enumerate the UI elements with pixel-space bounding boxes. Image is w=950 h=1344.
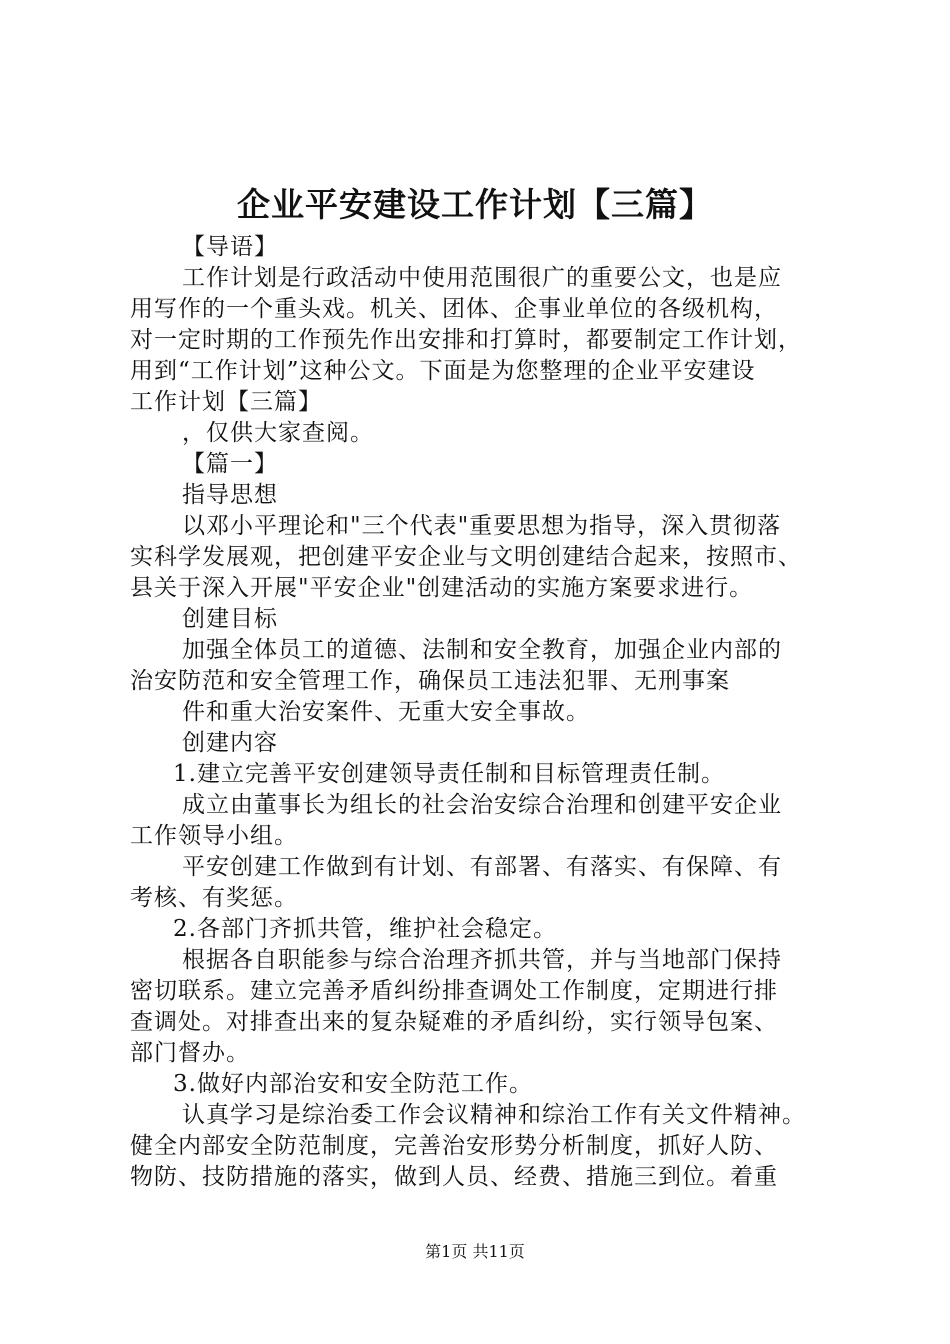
body-text-line: 用写作的一个重头戏。机关、团体、企事业单位的各级机构， [130, 296, 778, 322]
body-text-line: 3.做好内部治安和安全防范工作。 [173, 1071, 533, 1097]
body-text-line: 对一定时期的工作预先作出安排和打算时，都要制定工作计划， [130, 327, 802, 353]
body-text-line: 认真学习是综治委工作会议精神和综治工作有关文件精神。 [182, 1102, 806, 1128]
body-text-line: 县关于深入开展"平安企业"创建活动的实施方案要求进行。 [130, 575, 754, 601]
body-text-line: 实科学发展观，把创建平安企业与文明创建结合起来，按照市、 [130, 544, 802, 570]
body-text-line: 治安防范和安全管理工作，确保员工违法犯罪、无刑事案 [130, 668, 730, 694]
body-text-line: 2.各部门齐抓共管，维护社会稳定。 [173, 916, 557, 942]
body-text-line: 密切联系。建立完善矛盾纠纷排查调处工作制度，定期进行排 [130, 978, 778, 1004]
body-text-line: ，仅供大家查阅。 [182, 420, 374, 446]
body-text-line: 创建目标 [182, 606, 278, 632]
document-body [130, 232, 835, 1193]
body-text-line: 平安创建工作做到有计划、有部署、有落实、有保障、有 [182, 854, 782, 880]
body-text-line: 物防、技防措施的落实，做到人员、经费、措施三到位。着重 [130, 1164, 778, 1190]
body-text-line: 考核、有奖惩。 [130, 885, 298, 911]
body-text-line: 指导思想 [182, 482, 278, 508]
body-text-line: 【导语】 [182, 234, 278, 260]
body-text-line: 加强全体员工的道德、法制和安全教育，加强企业内部的 [182, 637, 782, 663]
body-text-line: 用到“工作计划”这种公文。下面是为您整理的企业平安建设 [130, 358, 756, 384]
document-title: 企业平安建设工作计划【三篇】 [237, 185, 713, 224]
body-text-line: 部门督办。 [130, 1040, 250, 1066]
body-text-line: 工作计划【三篇】 [130, 389, 322, 415]
body-text-line: 创建内容 [182, 730, 278, 756]
body-text-line: 工作计划是行政活动中使用范围很广的重要公文，也是应 [182, 265, 782, 291]
body-text-line: 件和重大治安案件、无重大安全事故。 [182, 699, 590, 725]
page-number-footer: 第1页 共11页 [425, 1242, 525, 1261]
body-text-line: 健全内部安全防范制度，完善治安形势分析制度，抓好人防、 [130, 1133, 778, 1159]
body-text-line: 查调处。对排查出来的复杂疑难的矛盾纠纷，实行领导包案、 [130, 1009, 778, 1035]
body-text-line: 根据各自职能参与综合治理齐抓共管，并与当地部门保持 [182, 947, 782, 973]
body-text-line: 以邓小平理论和"三个代表"重要思想为指导，深入贯彻落 [182, 513, 782, 539]
body-text-line: 【篇一】 [182, 451, 278, 477]
body-text-line: 1.建立完善平安创建领导责任制和目标管理责任制。 [173, 761, 725, 787]
body-text-line: 成立由董事长为组长的社会治安综合治理和创建平安企业 [182, 792, 782, 818]
body-text-line: 工作领导小组。 [130, 823, 298, 849]
